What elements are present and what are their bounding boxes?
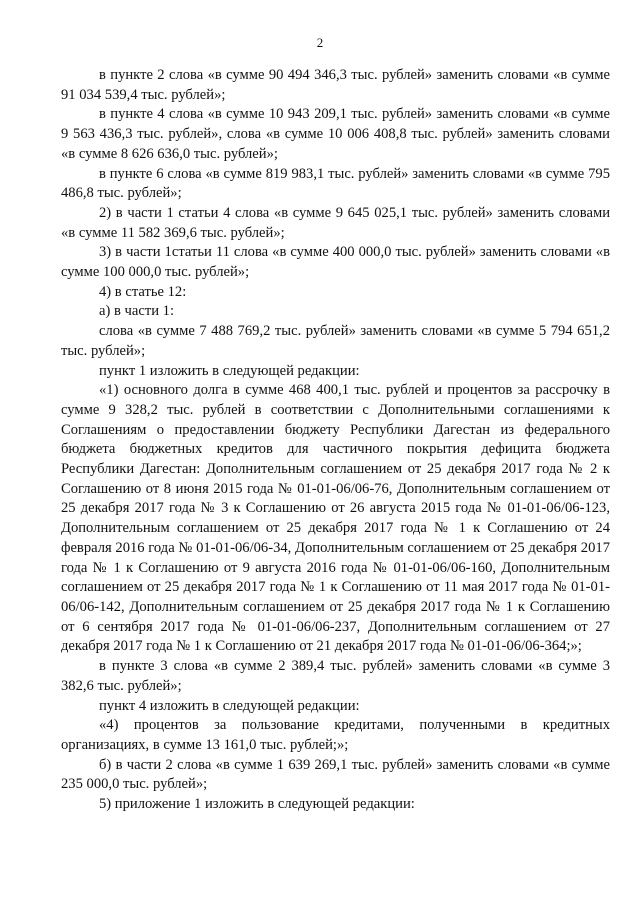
paragraph: а) в части 1: [99, 303, 175, 320]
paragraph: слова «в сумме 7 488 769,2 тыс. рублей» заменить словами «в сумме 5 794 651,2 тыс. рублей»; [61, 323, 610, 359]
paragraph: 3) в части 1статьи 11 слова «в сумме 400 000,0 тыс. рублей» заменить словами «в сумме 100 000,0 тыс. рублей»; [61, 244, 610, 281]
paragraph: 5) приложение 1 изложить в следующей редакции: [99, 796, 415, 813]
paragraph: «1) основного долга в сумме 468 400,1 тыс. рублей и процентов за рассрочку в сумме 9 328,2 тыс. рублей в соответствии с Дополнительными соглашениями к Соглашениям о предоставлении бюджету Республики Дагестан из федерального бюджета бюджетных кредитов для частичного покрытия дефицита бюджета Республики Дагестан: Дополнительным соглашением от 25 декабря 2017 года № 2 к Соглашению от 8 июня 2015 года № 01-01-06/06-76, Дополнительным соглашением от 25 декабря 2017 года № 3 к Соглашению от 26 августа 2015 года № 01-01-06/06-123, Дополнительным соглашением от 25 декабря 2017 года № 1 к Соглашению от 24 февраля 2016 года № 01-01-06/06-34, Дополнительным соглашением от 25 декабря 2017 года № 1 к Соглашению от 9 августа 2016 года № 01-01-06/06-160, Дополнительным соглашением от 25 декабря 2017 года № 1 к Соглашению от 11 мая 2017 года № 01-01-06/06-142, Дополнительным соглашением от 25 декабря 2017 года № 1 к Соглашению от 6 сентября 2017 года № 01-01-06/06-237, Дополнительным соглашением от 27 декабря 2017 года № 1 к Соглашению от 21 декабря 2017 года № 01-01-06/06-364;»; [61, 382, 610, 655]
paragraph: пункт 1 изложить в следующей редакции: [99, 362, 360, 379]
paragraph: в пункте 3 слова «в сумме 2 389,4 тыс. рублей» заменить словами «в сумме 3 382,6 тыс. рублей»; [61, 658, 610, 694]
document-body [61, 66, 610, 815]
paragraph: 4) в статье 12: [99, 283, 187, 300]
paragraph: в пункте 2 слова «в сумме 90 494 346,3 тыс. рублей» заменить словами «в сумме 91 034 539,4 тыс. рублей»; [61, 67, 610, 103]
paragraph: в пункте 4 слова «в сумме 10 943 209,1 тыс. рублей» заменить словами «в сумме 9 563 436,3 тыс. рублей», слова «в сумме 10 006 408,8 тыс. рублей» заменить словами «в сумме 8 626 636,0 тыс. рублей»; [61, 106, 610, 162]
page-number: 2 [316, 35, 324, 50]
paragraph: в пункте 6 слова «в сумме 819 983,1 тыс. рублей» заменить словами «в сумме 795 486,8 тыс. рублей»; [61, 165, 610, 202]
paragraph: пункт 4 изложить в следующей редакции: [99, 697, 360, 714]
paragraph: 2) в части 1 статьи 4 слова «в сумме 9 645 025,1 тыс. рублей» заменить словами «в сумме 11 582 369,6 тыс. рублей»; [61, 204, 610, 241]
paragraph: б) в части 2 слова «в сумме 1 639 269,1 тыс. рублей» заменить словами «в сумме 235 000,0 тыс. рублей»; [61, 756, 610, 793]
paragraph: «4) процентов за пользование кредитами, полученными в кредитных организациях, в сумме 13 161,0 тыс. рублей;»; [61, 717, 610, 753]
